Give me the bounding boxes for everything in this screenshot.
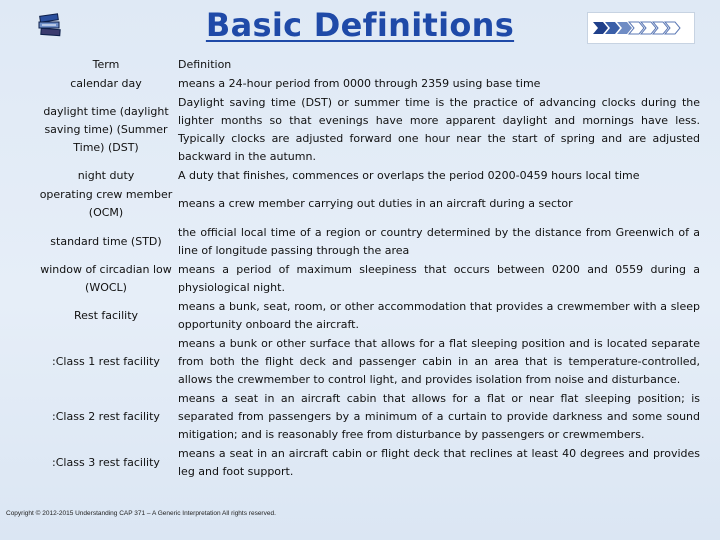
page-title: Basic Definitions (205, 6, 515, 44)
definition-cell: means a 24-hour period from 0000 through 2359 using base time (178, 76, 541, 90)
table-row (36, 334, 700, 389)
table-row (36, 223, 700, 260)
table-header-row (36, 56, 700, 74)
definition-cell: means a period of maximum sleepiness that occurs between 0200 and 0559 during a physiological night. (178, 262, 700, 294)
term-header: Term (92, 58, 120, 71)
definition-cell: means a seat in an aircraft cabin or flight deck that reclines at least 40 degrees and provides leg and foot support. (178, 447, 700, 478)
definition-cell: the official local time of a region or country determined by the distance from Greenwich of a line of longitude passing through the area (178, 225, 700, 257)
definition-cell: A duty that finishes, commences or overlaps the period 0200-0459 hours local time (178, 168, 640, 182)
term-cell: Rest facility (73, 308, 139, 322)
term-cell: calendar day (70, 76, 142, 90)
definition-cell: means a crew member carrying out duties in an aircraft during a sector (178, 197, 573, 210)
definition-cell: Daylight saving time (DST) or summer time is the practice of advancing clocks during the lighter months so that evenings have more apparent daylight and mornings have less. Typically clocks are adjusted forward one hour near the start of spring and are adjusted backward in the autumn. (178, 95, 700, 163)
table-row (36, 74, 700, 93)
table-row (36, 389, 700, 444)
definition-cell: means a seat in an aircraft cabin that allows for a flat or near flat sleeping position; is separated from passengers by a minimum of a curtain to provide darkness and some sound mitigation; and is reasonably free from disturbance by passengers or crewmembers. (178, 391, 700, 441)
term-cell: operating crew member (OCM) (39, 188, 173, 219)
table-row (36, 93, 700, 166)
table-row (36, 185, 700, 223)
copyright-notice: Copyright © 2012-2015 Understanding CAP 371 – A Generic Interpretation All rights reserved. (6, 510, 276, 517)
chevron-arrows-icon (587, 12, 695, 44)
definitions-table (36, 56, 700, 482)
table-row (36, 260, 700, 297)
table-row (36, 166, 700, 185)
term-cell: :Class 1 rest facility (52, 354, 160, 368)
term-cell: daylight time (daylight saving time) (Summer Time) (DST) (43, 104, 169, 154)
definition-cell: means a bunk or other surface that allows for a flat sleeping position and is located separate from both the flight deck and passenger cabin in an area that is temperature-controlled, allows the crewmember to control light, and provides isolation from noise and disturbance. (178, 336, 700, 386)
term-cell: window of circadian low (WOCL) (40, 262, 172, 294)
term-cell: :Class 2 rest facility (52, 409, 160, 423)
term-cell: :Class 3 rest facility (52, 456, 160, 469)
definition-cell: means a bunk, seat, room, or other accommodation that provides a crewmember with a sleep opportunity onboard the aircraft. (178, 299, 700, 331)
table-row (36, 444, 700, 482)
term-cell: night duty (77, 168, 135, 182)
definition-header: Definition (178, 58, 232, 71)
table-row (36, 297, 700, 334)
term-cell: standard time (STD) (50, 234, 162, 248)
